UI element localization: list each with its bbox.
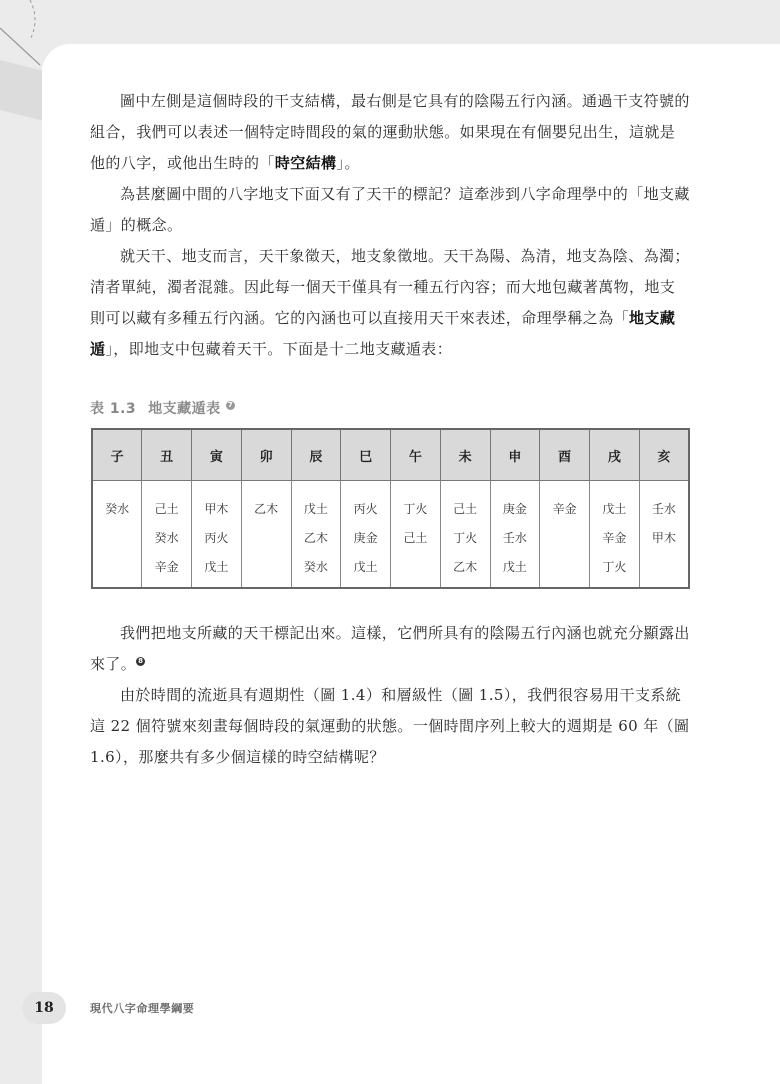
column-header: 午 <box>391 429 441 481</box>
hidden-stem: 癸水 <box>154 531 179 545</box>
hidden-stem: 乙木 <box>254 502 279 516</box>
table-row <box>92 481 689 589</box>
page-number: 18 <box>22 992 66 1024</box>
table-number: 表 1.3 <box>90 401 137 417</box>
footnote-marker: 8 <box>138 657 144 665</box>
hidden-stem: 乙木 <box>303 531 328 545</box>
running-title: 現代八字命理學綱要 <box>90 1002 195 1015</box>
table-cell <box>241 481 291 589</box>
table-title: 地支藏遁表 <box>148 401 221 417</box>
hidden-stem: 辛金 <box>154 560 179 574</box>
table-cell <box>440 481 490 589</box>
hidden-stem: 壬水 <box>502 531 527 545</box>
column-header: 未 <box>440 429 490 481</box>
hidden-stem: 辛金 <box>552 502 577 516</box>
paragraph-4: 我們把地支所藏的天干標記出來。這樣，它們所具有的陰陽五行內涵也就充分顯露出來了。 8 <box>90 624 690 673</box>
hidden-stem: 乙木 <box>453 560 478 574</box>
hidden-stem: 己土 <box>154 502 179 516</box>
column-header: 巳 <box>341 429 391 481</box>
hidden-stem: 己土 <box>453 502 478 516</box>
hidden-stem: 癸水 <box>303 560 328 574</box>
footnote-marker: 7 <box>227 401 234 410</box>
table-cell <box>490 481 540 589</box>
hidden-stem: 甲木 <box>651 531 676 545</box>
column-header: 寅 <box>192 429 242 481</box>
column-header: 卯 <box>241 429 291 481</box>
paragraph-1: 圖中左側是這個時段的干支結構，最右側是它具有的陰陽五行內涵。通過干支符號的組合，我們可以表述一個特定時間段的氣的運動狀態。如果現在有個嬰兒出生，這就是他的八字，或他出生時的「時空結構」。 <box>90 92 690 172</box>
column-header: 申 <box>490 429 540 481</box>
table-cell <box>590 481 640 589</box>
table-cell <box>639 481 689 589</box>
hidden-stem: 癸水 <box>105 502 130 516</box>
hidden-stem: 戊土 <box>502 560 527 574</box>
hidden-stem: 丁火 <box>453 531 478 545</box>
paragraph-5: 由於時間的流逝具有週期性（圖 1.4）和層級性（圖 1.5），我們很容易用干支系統這 22 個符號來刻畫每個時段的氣運動的狀態。一個時間序列上較大的週期是 60 年（圖 1.6），那麼共有多少個這樣的時空結構呢？ <box>90 686 690 766</box>
column-header: 酉 <box>540 429 590 481</box>
column-header: 辰 <box>291 429 341 481</box>
hidden-stem: 壬水 <box>651 502 676 516</box>
hidden-stem: 戊土 <box>602 502 627 516</box>
table-cell <box>391 481 441 589</box>
hidden-stem: 戊土 <box>303 502 328 516</box>
body-text-top <box>90 86 690 365</box>
column-header: 丑 <box>142 429 192 481</box>
column-header: 戌 <box>590 429 640 481</box>
table-cell <box>142 481 192 589</box>
column-header: 子 <box>92 429 142 481</box>
hidden-stem: 丙火 <box>204 531 229 545</box>
paragraph-2: 為甚麼圖中間的八字地支下面又有了天干的標記？這牽涉到八字命理學中的「地支藏遁」的概念。 <box>90 185 690 234</box>
table-cell <box>92 481 142 589</box>
hidden-stem: 甲木 <box>204 502 229 516</box>
hidden-stem: 丁火 <box>602 560 627 574</box>
hidden-stem: 丁火 <box>403 502 428 516</box>
table-caption <box>90 398 235 418</box>
column-header: 亥 <box>639 429 689 481</box>
hidden-stem: 庚金 <box>353 531 378 545</box>
hidden-stem: 己土 <box>403 531 428 545</box>
hidden-stem: 丙火 <box>353 502 378 516</box>
table-header-row <box>92 429 689 481</box>
table-cell <box>192 481 242 589</box>
table-cell <box>291 481 341 589</box>
table-cell <box>341 481 391 589</box>
paragraph-3: 就天干、地支而言，天干象徵天，地支象徵地。天干為陽、為清，地支為陰、為濁；清者單純，濁者混雜。因此每一個天干僅具有一種五行內容；而大地包藏著萬物，地支則可以藏有多種五行內涵。它的內涵也可以直接用天干來表述，命理學稱之為「地支藏遁」，即地支中包藏着天干。下面是十二地支藏遁表： <box>90 247 690 358</box>
hidden-stem: 戊土 <box>204 560 229 574</box>
body-text-bottom <box>90 618 690 773</box>
hidden-stem: 戊土 <box>353 560 378 574</box>
table-cell <box>540 481 590 589</box>
dizhi-cangdun-table <box>91 428 690 589</box>
hidden-stem: 庚金 <box>502 502 527 516</box>
hidden-stem: 辛金 <box>602 531 627 545</box>
